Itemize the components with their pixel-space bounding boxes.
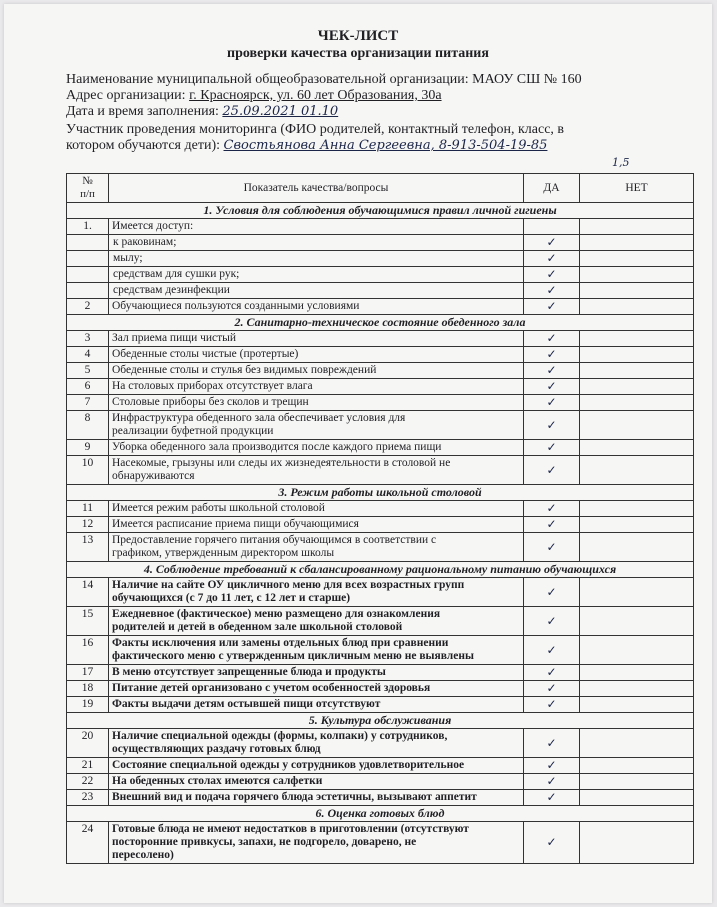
question-line: Обучающиеся пользуются созданными условиями — [112, 300, 360, 312]
row-number: 19 — [67, 697, 109, 713]
participant-line-1: Участник проведения мониторинга (ФИО родителей, контактный телефон, класс, в — [66, 122, 565, 137]
row-number: 12 — [67, 517, 109, 533]
yes-cell — [524, 758, 580, 774]
question-line: Наличие специальной одежды (формы, колпаки) у сотрудников, — [112, 730, 448, 742]
row-question — [109, 379, 524, 395]
document-subtitle: проверки качества организации питания — [227, 46, 489, 61]
row-question — [109, 235, 524, 251]
question-line: родителей и детей в обеденном зале школьной столовой — [112, 621, 403, 633]
org-line — [66, 72, 582, 88]
row-number — [67, 267, 109, 283]
row-number: 22 — [67, 774, 109, 790]
row-number — [67, 251, 109, 267]
row-number: 10 — [67, 456, 109, 485]
col-num-header: № п/п — [67, 174, 109, 203]
question-line: средствам для сушки рук; — [113, 268, 240, 280]
row-question — [109, 665, 524, 681]
table-row — [67, 251, 694, 267]
no-cell — [580, 235, 694, 251]
question-line: Наличие на сайте ОУ цикличного меню для всех возрастных групп — [112, 579, 465, 591]
table-row — [67, 501, 694, 517]
table-header-row — [67, 174, 694, 203]
row-number — [67, 283, 109, 299]
row-question — [109, 697, 524, 713]
yes-cell — [524, 501, 580, 517]
check-mark-icon: ✓ — [546, 299, 557, 313]
no-cell — [580, 219, 694, 235]
table-body — [67, 203, 694, 864]
check-mark-icon: ✓ — [546, 584, 557, 599]
yes-cell — [524, 681, 580, 697]
participant-label: котором обучаются дети): — [66, 138, 220, 153]
yes-cell — [524, 299, 580, 315]
table-row — [67, 665, 694, 681]
no-cell — [580, 665, 694, 681]
question-line: реализации буфетной продукции — [112, 425, 274, 437]
question-line: На обеденных столах имеются салфетки — [112, 775, 323, 787]
check-mark-icon: ✓ — [546, 462, 557, 477]
yes-cell — [524, 251, 580, 267]
question-line: Факты исключения или замены отдельных блюд при сравнении — [112, 637, 449, 649]
yes-cell — [524, 411, 580, 440]
question-line: Состояние специальной одежды у сотрудников удовлетворительное — [112, 759, 465, 771]
col-no-header: НЕТ — [580, 174, 694, 203]
row-number: 1. — [67, 219, 109, 235]
row-number: 23 — [67, 790, 109, 806]
no-cell — [580, 251, 694, 267]
row-number: 7 — [67, 395, 109, 411]
checklist-page — [4, 4, 712, 903]
table-row — [67, 395, 694, 411]
row-question — [109, 607, 524, 636]
row-number: 3 — [67, 331, 109, 347]
checklist-table — [66, 173, 694, 864]
section-row — [67, 806, 694, 822]
section-row — [67, 485, 694, 501]
question-line: Обеденные столы чистые (протертые) — [112, 348, 299, 360]
table-row — [67, 533, 694, 562]
row-number: 24 — [67, 822, 109, 864]
check-mark-icon: ✓ — [546, 613, 557, 628]
row-question — [109, 363, 524, 379]
row-number: 14 — [67, 578, 109, 607]
row-number: 20 — [67, 729, 109, 758]
table-row — [67, 379, 694, 395]
no-cell — [580, 533, 694, 562]
no-cell — [580, 607, 694, 636]
yes-cell — [524, 578, 580, 607]
no-cell — [580, 758, 694, 774]
yes-cell — [524, 697, 580, 713]
org-value: МАОУ СШ № 160 — [472, 72, 582, 87]
check-mark-icon: ✓ — [546, 440, 557, 454]
section-title: 3. Режим работы школьной столовой — [67, 485, 694, 501]
yes-cell — [524, 607, 580, 636]
table-row — [67, 456, 694, 485]
row-question — [109, 347, 524, 363]
check-mark-icon: ✓ — [546, 251, 557, 265]
row-question — [109, 283, 524, 299]
question-line: обнаруживаются — [112, 470, 195, 482]
check-mark-icon: ✓ — [546, 417, 557, 432]
yes-cell — [524, 456, 580, 485]
question-line: средствам дезинфекции — [113, 284, 230, 296]
table-row — [67, 822, 694, 864]
question-line: обучающихся (с 7 до 11 лет, с 12 лет и старше) — [112, 592, 351, 604]
check-mark-icon: ✓ — [546, 379, 557, 393]
section-title: 4. Соблюдение требований к сбалансированному рациональному питанию обучающихся — [67, 562, 694, 578]
row-number: 18 — [67, 681, 109, 697]
table-row — [67, 774, 694, 790]
datetime-value: 25.09.2021 01.10 — [222, 104, 339, 119]
no-cell — [580, 395, 694, 411]
table-row — [67, 517, 694, 533]
row-question — [109, 636, 524, 665]
no-cell — [580, 411, 694, 440]
yes-cell — [524, 533, 580, 562]
no-cell — [580, 363, 694, 379]
participant-value: Свостьянова Анна Сергеевна, 8-913-504-19-85 — [223, 138, 548, 153]
row-question — [109, 267, 524, 283]
section-title: 5. Культура обслуживания — [67, 713, 694, 729]
table-row — [67, 790, 694, 806]
no-cell — [580, 331, 694, 347]
table-row — [67, 758, 694, 774]
table-row — [67, 219, 694, 235]
table-row — [67, 235, 694, 251]
row-question — [109, 822, 524, 864]
question-line: Питание детей организовано с учетом особенностей здоровья — [112, 682, 431, 694]
table-row — [67, 411, 694, 440]
check-mark-icon: ✓ — [546, 790, 557, 804]
check-mark-icon: ✓ — [546, 774, 557, 788]
row-question — [109, 501, 524, 517]
check-mark-icon: ✓ — [546, 267, 557, 281]
question-line: Имеется расписание приема пищи обучающимися — [112, 518, 359, 530]
section-row — [67, 203, 694, 219]
row-number: 9 — [67, 440, 109, 456]
yes-cell — [524, 331, 580, 347]
yes-cell — [524, 517, 580, 533]
check-mark-icon: ✓ — [546, 517, 557, 531]
table-row — [67, 347, 694, 363]
row-question — [109, 219, 524, 235]
yes-cell — [524, 363, 580, 379]
row-question — [109, 578, 524, 607]
no-cell — [580, 681, 694, 697]
check-mark-icon: ✓ — [546, 235, 557, 249]
no-cell — [580, 636, 694, 665]
question-line: Готовые блюда не имеют недостатков в приготовлении (отсутствуют — [112, 823, 469, 835]
no-cell — [580, 729, 694, 758]
check-mark-icon: ✓ — [546, 539, 557, 554]
question-line: Предоставление горячего питания обучающимся в соответствии с — [112, 534, 437, 546]
row-number: 11 — [67, 501, 109, 517]
no-cell — [580, 578, 694, 607]
table-row — [67, 729, 694, 758]
row-number: 8 — [67, 411, 109, 440]
row-question — [109, 456, 524, 485]
check-mark-icon: ✓ — [546, 363, 557, 377]
check-mark-icon: ✓ — [546, 758, 557, 772]
question-line: Насекомые, грызуны или следы их жизнедеятельности в столовой не — [112, 457, 451, 469]
yes-cell — [524, 774, 580, 790]
row-question — [109, 790, 524, 806]
row-number: 13 — [67, 533, 109, 562]
datetime-label: Дата и время заполнения: — [66, 104, 219, 119]
yes-cell — [524, 267, 580, 283]
no-cell — [580, 517, 694, 533]
table-row — [67, 283, 694, 299]
class-note: 1,5 — [612, 156, 630, 169]
no-cell — [580, 456, 694, 485]
table-row — [67, 607, 694, 636]
question-line: Ежедневное (фактическое) меню размещено для ознакомления — [112, 608, 441, 620]
row-question — [109, 533, 524, 562]
row-question — [109, 299, 524, 315]
check-mark-icon: ✓ — [546, 501, 557, 515]
section-row — [67, 713, 694, 729]
row-number: 6 — [67, 379, 109, 395]
question-line: пересолено) — [112, 849, 174, 861]
row-number: 15 — [67, 607, 109, 636]
no-cell — [580, 299, 694, 315]
no-cell — [580, 790, 694, 806]
row-question — [109, 251, 524, 267]
check-mark-icon: ✓ — [546, 283, 557, 297]
question-line: Имеется режим работы школьной столовой — [112, 502, 325, 514]
row-number: 16 — [67, 636, 109, 665]
col-question-header: Показатель качества/вопросы — [109, 174, 524, 203]
address-label: Адрес организации: — [66, 88, 186, 103]
no-cell — [580, 267, 694, 283]
yes-cell — [524, 283, 580, 299]
yes-cell — [524, 440, 580, 456]
org-label: Наименование муниципальной общеобразовательной организации: — [66, 72, 469, 87]
table-row — [67, 299, 694, 315]
section-title: 6. Оценка готовых блюд — [67, 806, 694, 822]
row-number: 21 — [67, 758, 109, 774]
no-cell — [580, 283, 694, 299]
table-row — [67, 697, 694, 713]
check-mark-icon: ✓ — [546, 642, 557, 657]
table-row — [67, 681, 694, 697]
question-line: Факты выдачи детям остывшей пищи отсутствуют — [112, 698, 381, 710]
participant-line-2 — [66, 138, 547, 154]
question-line: Внешний вид и подача горячего блюда эстетичны, вызывают аппетит — [112, 791, 477, 803]
datetime-line — [66, 104, 338, 120]
section-row — [67, 562, 694, 578]
row-question — [109, 758, 524, 774]
table-row — [67, 363, 694, 379]
row-question — [109, 395, 524, 411]
yes-cell — [524, 822, 580, 864]
section-title: 2. Санитарно-техническое состояние обеденного зала — [67, 315, 694, 331]
row-question — [109, 331, 524, 347]
table-row — [67, 331, 694, 347]
no-cell — [580, 697, 694, 713]
section-row — [67, 315, 694, 331]
no-cell — [580, 501, 694, 517]
address-line — [66, 88, 442, 104]
check-mark-icon: ✓ — [546, 395, 557, 409]
question-line: Столовые приборы без сколов и трещин — [112, 396, 309, 408]
yes-cell — [524, 729, 580, 758]
row-question — [109, 681, 524, 697]
col-yes-header: ДА — [524, 174, 580, 203]
question-line: фактического меню с утвержденным цикличным меню не выявлены — [112, 650, 474, 662]
table-row — [67, 440, 694, 456]
question-line: Инфраструктура обеденного зала обеспечивает условия для — [112, 412, 406, 424]
question-line: графиком, утвержденным директором школы — [112, 547, 335, 559]
yes-cell — [524, 235, 580, 251]
no-cell — [580, 822, 694, 864]
row-question — [109, 517, 524, 533]
no-cell — [580, 440, 694, 456]
check-mark-icon: ✓ — [546, 665, 557, 679]
row-number — [67, 235, 109, 251]
check-mark-icon: ✓ — [546, 835, 557, 849]
row-number: 17 — [67, 665, 109, 681]
row-question — [109, 729, 524, 758]
question-line: Имеется доступ: — [112, 220, 194, 232]
row-number: 5 — [67, 363, 109, 379]
address-value: г. Красноярск, ул. 60 лет Образования, 30а — [189, 88, 442, 103]
row-question — [109, 411, 524, 440]
check-mark-icon: ✓ — [546, 697, 557, 711]
row-number: 4 — [67, 347, 109, 363]
yes-cell — [524, 790, 580, 806]
row-question — [109, 440, 524, 456]
question-line: осуществляющих раздачу готовых блюд — [112, 743, 321, 755]
question-line: Зал приема пищи чистый — [112, 332, 237, 344]
yes-cell — [524, 665, 580, 681]
question-line: Обеденные столы и стулья без видимых повреждений — [112, 364, 377, 376]
yes-cell — [524, 379, 580, 395]
question-line: мылу; — [113, 252, 143, 264]
row-number: 2 — [67, 299, 109, 315]
question-line: посторонние привкусы, запахи, не подгорело, доварено, не — [112, 836, 417, 848]
table-row — [67, 267, 694, 283]
no-cell — [580, 774, 694, 790]
table-row — [67, 636, 694, 665]
no-cell — [580, 379, 694, 395]
question-line: В меню отсутствует запрещенные блюда и продукты — [112, 666, 386, 678]
table-row — [67, 578, 694, 607]
yes-cell — [524, 636, 580, 665]
document-title: ЧЕК-ЛИСТ — [317, 28, 399, 44]
check-mark-icon: ✓ — [546, 331, 557, 345]
check-mark-icon: ✓ — [546, 347, 557, 361]
yes-cell — [524, 219, 580, 235]
no-cell — [580, 347, 694, 363]
section-title: 1. Условия для соблюдения обучающимися правил личной гигиены — [67, 203, 694, 219]
row-question — [109, 774, 524, 790]
question-line: к раковинам; — [113, 236, 177, 248]
question-line: На столовых приборах отсутствует влага — [112, 380, 313, 392]
yes-cell — [524, 347, 580, 363]
yes-cell — [524, 395, 580, 411]
check-mark-icon: ✓ — [546, 681, 557, 695]
check-mark-icon: ✓ — [546, 735, 557, 750]
question-line: Уборка обеденного зала производится после каждого приема пищи — [112, 441, 442, 453]
